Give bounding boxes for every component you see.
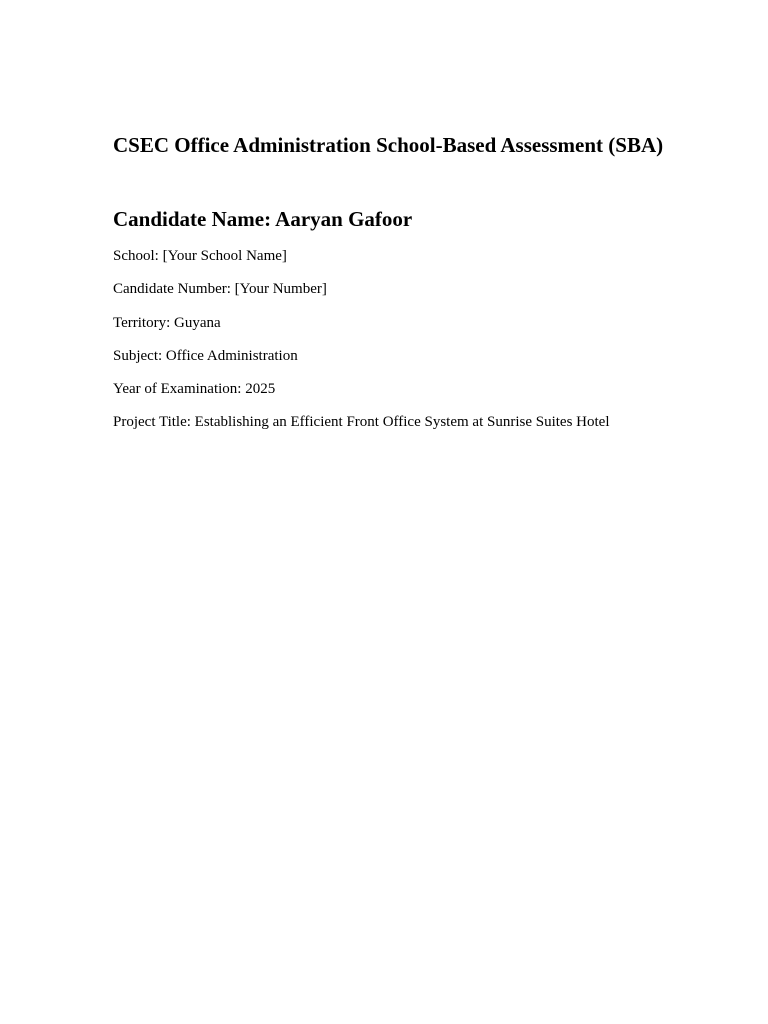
examination-year-field: Year of Examination: 2025 [113, 381, 276, 398]
territory-field: Territory: Guyana [113, 314, 221, 331]
school-field: School: [Your School Name] [113, 248, 287, 264]
subject-field: Subject: Office Administration [113, 347, 298, 364]
document-title: CSEC Office Administration School-Based Assessment (SBA) [113, 133, 664, 157]
candidate-details-list [113, 246, 610, 446]
candidate-name-heading: Candidate Name: Aaryan Gafoor [113, 207, 413, 231]
project-title-field: Project Title: Establishing an Efficient Front Office System at Sunrise Suites Hotel [113, 414, 610, 431]
candidate-number-field: Candidate Number: [Your Number] [113, 281, 327, 298]
